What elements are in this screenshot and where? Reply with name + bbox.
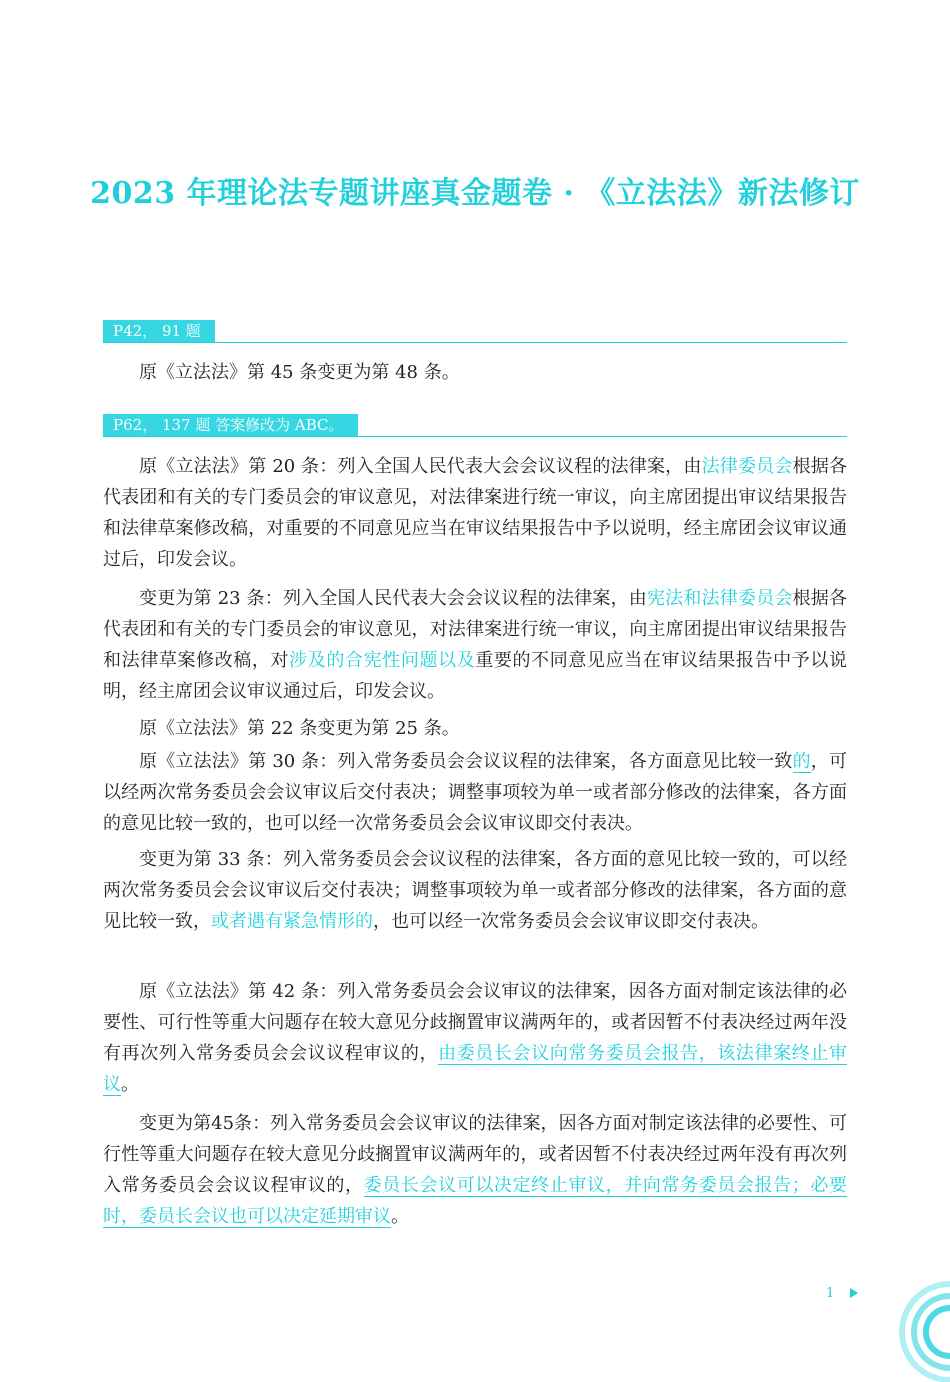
text-segment: 原《立法法》第 30 条：列入常务委员会会议议程的法律案，各方面意见比较一致 — [139, 751, 793, 772]
section-header-p42 — [103, 320, 847, 343]
highlight-text: 的 — [792, 751, 811, 772]
highlight-text: 或者遇有紧急情形的 — [211, 911, 373, 932]
text-segment: 变更为第 33 条：列入常务委员会会议议程的法律案，各方面的意见比较一致的，可以经两次常务委员会会议审议后交付表决；调整事项较为单一或者部分修改的法律案，各方面的意见比较一致， — [103, 849, 847, 932]
text-segment: 。 — [391, 1206, 409, 1227]
highlight-text: 由委员长会议向常务委员会报告，该法律案终止审议 — [103, 1043, 847, 1095]
highlight-text: 宪法和法律委员会 — [646, 588, 793, 609]
text-segment: 变更为第 23 条：列入全国人民代表大会会议议程的法律案，由 — [139, 588, 647, 609]
text-segment: 原《立法法》第 20 条：列入全国人民代表大会会议议程的法律案，由 — [139, 456, 702, 477]
text-segment: 变更为第45条：列入常务委员会会议审议的法律案，因各方面对制定该法律的必要性、可行性等重大问题存在较大意见分歧搁置审议满两年的，或者因暂不付表决经过两年没有再次列入常务委员会会议议程审议的， — [103, 1113, 847, 1196]
page-number: 1 — [826, 1286, 835, 1301]
triangle-right-icon — [850, 1288, 858, 1298]
highlight-text: 委员长会议可以决定终止审议，并向常务委员会报告；必要时，委员长会议也可以决定延期审议 — [103, 1175, 848, 1227]
decorative-rings-icon — [890, 1272, 950, 1382]
paragraph-article-22: 原《立法法》第 22 条变更为第 25 条。 — [139, 718, 460, 739]
text-segment: ，也可以经一次常务委员会会议审议即交付表决。 — [373, 911, 769, 932]
paragraph-article-42-original — [103, 976, 847, 1100]
text-segment: 。 — [121, 1074, 139, 1095]
text-segment: ，可以经两次常务委员会会议审议后交付表决；调整事项较为单一或者部分修改的法律案，各方面的意见比较一致的，也可以经一次常务委员会会议审议即交付表决。 — [103, 751, 847, 834]
paragraph-article-20-original — [103, 451, 847, 575]
section-tab-label: P42， 91 题 — [103, 320, 215, 342]
highlight-text: 涉及的合宪性问题以及 — [289, 650, 476, 671]
paragraph-article-33-new — [103, 844, 847, 937]
paragraph-article-23-new — [103, 583, 847, 707]
paragraph-article-45-new — [103, 1108, 847, 1232]
page-title: 2023 年理论法专题讲座真金题卷 · 《立法法》新法修订 — [90, 176, 860, 211]
highlight-text: 法律委员会 — [701, 456, 793, 477]
section-tab-label: P62， 137 题 答案修改为 ABC。 — [103, 414, 358, 436]
paragraph-article-30-original — [103, 746, 847, 839]
text-segment: 根据各代表团和有关的专门委员会的审议意见，对法律案进行统一审议，向主席团提出审议结果报告和法律草案修改稿，对 — [103, 588, 847, 671]
text-segment: 原《立法法》第 42 条：列入常务委员会会议审议的法律案，因各方面对制定该法律的必要性、可行性等重大问题存在较大意见分歧搁置审议满两年的，或者因暂不付表决经过两年没有再次列入常务委员会会议议程审议的， — [103, 981, 847, 1064]
text-segment: 根据各代表团和有关的专门委员会的审议意见，对法律案进行统一审议，向主席团提出审议结果报告和法律草案修改稿，对重要的不同意见应当在审议结果报告中予以说明，经主席团会议审议通过后，印发会议。 — [103, 456, 847, 570]
text-segment: 重要的不同意见应当在审议结果报告中予以说明，经主席团会议审议通过后，印发会议。 — [103, 650, 848, 702]
paragraph-article-45: 原《立法法》第 45 条变更为第 48 条。 — [139, 362, 460, 383]
section-header-p62 — [103, 414, 847, 437]
